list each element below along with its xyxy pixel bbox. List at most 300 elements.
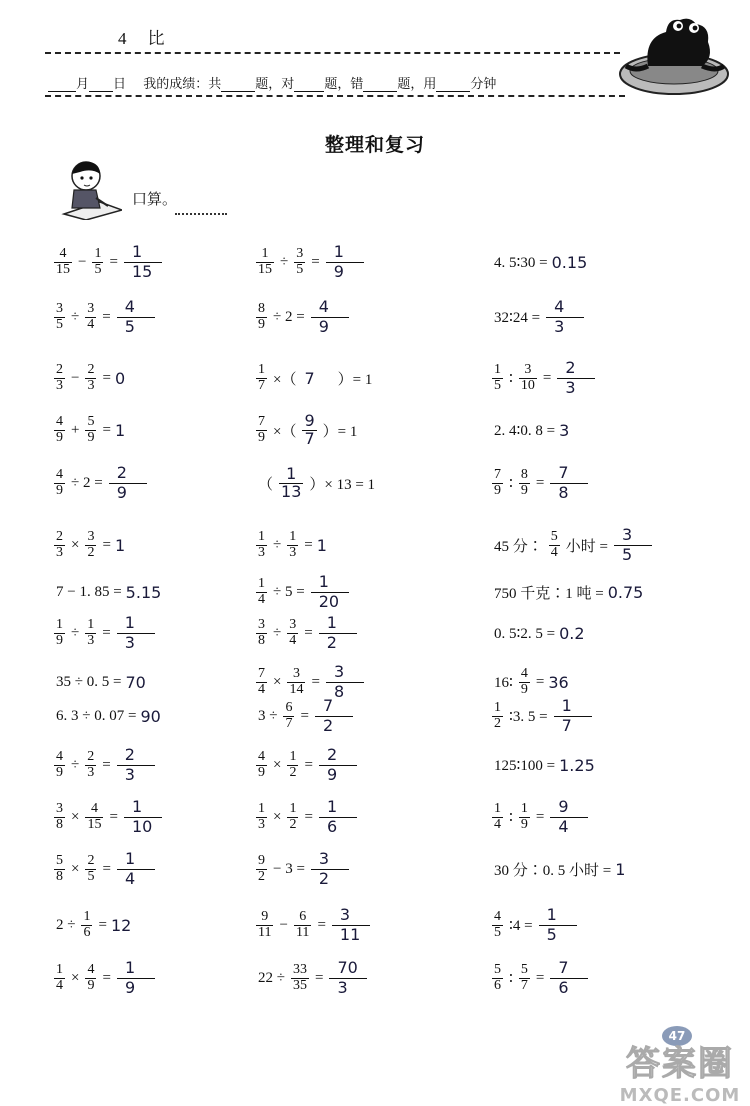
- operator: =: [314, 969, 324, 986]
- answer-numerator: 7: [322, 696, 334, 716]
- fraction: [492, 802, 503, 832]
- fraction: [519, 468, 530, 498]
- operator: ∶3. 5 =: [509, 708, 548, 725]
- numerator: 3: [87, 300, 95, 316]
- denominator: 3: [258, 816, 265, 832]
- answer: 0.75: [607, 582, 644, 602]
- problem-row: [52, 613, 155, 653]
- problem-row: [254, 745, 357, 785]
- answer-denominator: 9: [333, 261, 344, 281]
- problem-row: [254, 525, 327, 565]
- numerator: 1: [258, 361, 265, 377]
- fraction: [256, 415, 267, 445]
- numerator: 33: [292, 961, 307, 977]
- fraction: [81, 910, 92, 940]
- fraction: [54, 618, 65, 648]
- operator: =: [102, 860, 111, 877]
- operator: ）= 1: [322, 423, 358, 440]
- denominator: 6: [494, 977, 501, 993]
- answer-fraction: [279, 463, 303, 501]
- answer-numerator: 2: [124, 745, 135, 765]
- watermark-cn: 答案圈: [626, 1044, 734, 1084]
- answer-denominator: 9: [326, 764, 338, 784]
- month-blank[interactable]: [48, 79, 76, 92]
- operator: ）= 1: [322, 371, 373, 388]
- answer-denominator: 9: [124, 977, 136, 997]
- operator: − 3 =: [273, 860, 305, 877]
- answer-numerator: 3: [333, 662, 345, 682]
- answer-fraction: [550, 798, 588, 836]
- operator: ×: [71, 808, 80, 825]
- denominator: 35: [292, 977, 307, 993]
- operator: −: [78, 253, 87, 270]
- denominator: 7: [304, 428, 315, 448]
- operator: =: [304, 536, 313, 553]
- answer: 1.25: [559, 755, 595, 775]
- watermark-logo: [612, 1036, 748, 1106]
- answer-denominator: 6: [558, 977, 569, 997]
- fraction: [54, 415, 65, 445]
- operator: ∶: [509, 370, 513, 387]
- numerator: 5: [550, 528, 558, 544]
- answer-numerator: 1: [124, 613, 135, 633]
- denominator: 3: [87, 764, 95, 780]
- answer-denominator: 8: [558, 482, 569, 502]
- answer-fraction: [302, 410, 316, 448]
- denominator: 9: [56, 482, 63, 498]
- fraction: [85, 363, 96, 393]
- operator: 0. 5∶2. 5 =: [494, 625, 556, 642]
- numerator: 4: [56, 466, 63, 482]
- denominator: 5: [94, 261, 102, 277]
- numerator: 3: [56, 800, 63, 816]
- answer-fraction: [557, 359, 595, 397]
- answer-fraction: [117, 298, 155, 336]
- operator: =: [102, 624, 111, 641]
- denominator: 15: [258, 261, 272, 277]
- problem-row: [490, 297, 584, 337]
- answer-fraction: [311, 850, 349, 888]
- answer-denominator: 9: [318, 316, 329, 336]
- answer-fraction: [554, 697, 592, 735]
- answer-denominator: 5: [546, 924, 557, 944]
- operator: =: [109, 808, 118, 825]
- fraction: [54, 802, 65, 832]
- answer: 5.15: [125, 582, 162, 602]
- operator: =: [102, 969, 111, 986]
- answer-denominator: 20: [318, 591, 340, 611]
- time-blank[interactable]: [436, 79, 470, 92]
- answer-denominator: 2: [318, 868, 330, 888]
- numerator: 9: [258, 852, 265, 868]
- fraction: [54, 530, 65, 560]
- denominator: 8: [56, 868, 63, 884]
- denominator: 7: [258, 377, 265, 393]
- problem-row: [254, 958, 367, 998]
- denominator: 5: [296, 261, 304, 277]
- denominator: 2: [289, 816, 297, 832]
- numerator: 1: [289, 528, 297, 544]
- numerator: 3: [258, 616, 265, 632]
- denominator: 9: [258, 429, 265, 445]
- denominator: 4: [494, 816, 501, 832]
- operator: 125∶100 =: [494, 757, 556, 774]
- fraction: [256, 363, 267, 393]
- fraction: [256, 854, 267, 884]
- numerator: 7: [494, 466, 501, 482]
- answer: 1: [316, 535, 327, 555]
- answer: 7: [304, 368, 315, 388]
- numerator: 4: [90, 800, 98, 816]
- answer-fraction: [319, 614, 357, 652]
- problem-row: [52, 242, 162, 282]
- wrong-blank[interactable]: [363, 79, 397, 92]
- operator: 30 分∶0. 5 小时 =: [494, 862, 612, 879]
- problem-row: [254, 463, 379, 503]
- problem-row: [254, 297, 349, 337]
- answer: 12: [110, 915, 132, 935]
- numerator: 1: [258, 575, 265, 591]
- denominator: 3: [258, 544, 265, 560]
- fraction: [54, 854, 65, 884]
- fraction: [287, 750, 298, 780]
- numerator: 3: [56, 300, 63, 316]
- answer-numerator: 9: [558, 797, 569, 817]
- student-writing-illustration: [60, 158, 122, 220]
- operator: ÷: [273, 536, 282, 553]
- numerator: 1: [258, 800, 265, 816]
- operator: =: [304, 808, 313, 825]
- numerator: 5: [87, 413, 95, 429]
- fraction: [256, 667, 267, 697]
- operator: ∶: [509, 970, 513, 987]
- numerator: 5: [56, 852, 63, 868]
- operator: 750 千克∶1 吨 =: [494, 585, 604, 602]
- answer-numerator: 1: [326, 797, 338, 817]
- answer-denominator: 7: [561, 715, 572, 735]
- problem-row: [254, 696, 353, 736]
- answer-numerator: 4: [554, 297, 565, 317]
- fraction: [294, 247, 305, 277]
- header-divider-top: [45, 52, 620, 54]
- operator: −: [279, 916, 288, 933]
- operator: 2. 4∶0. 8 =: [494, 422, 556, 439]
- answer-fraction: [550, 464, 588, 502]
- fraction: [85, 302, 96, 332]
- time-label: 题，用: [397, 76, 437, 91]
- numerator: 1: [494, 361, 501, 377]
- answer-denominator: 3: [565, 377, 576, 397]
- numerator: 5: [494, 961, 501, 977]
- answer-numerator: 1: [333, 242, 344, 262]
- operator: =: [535, 673, 545, 690]
- fraction: [92, 247, 103, 277]
- section-dotted-line: [175, 213, 227, 215]
- answer-fraction: [332, 906, 370, 944]
- operator: ∶: [509, 809, 513, 826]
- answer-numerator: 3: [621, 525, 633, 545]
- denominator: 4: [258, 681, 265, 697]
- fraction: [492, 963, 503, 993]
- operator: 45 分∶: [494, 538, 543, 555]
- operator: 35 ÷ 0. 5 =: [56, 673, 122, 690]
- fraction: [519, 802, 530, 832]
- operator: =: [102, 421, 111, 438]
- operator: ÷: [71, 308, 80, 325]
- fraction: [54, 468, 65, 498]
- answer-fraction: [109, 464, 147, 502]
- denominator: 4: [87, 316, 95, 332]
- numerator: 1: [494, 800, 501, 816]
- problem-row: [52, 463, 147, 503]
- answer-numerator: 1: [131, 242, 143, 262]
- day-blank[interactable]: [89, 79, 113, 92]
- problem-row: [254, 358, 376, 398]
- fraction: [492, 701, 503, 731]
- operator: =: [102, 756, 111, 773]
- fraction: [256, 530, 267, 560]
- problem-row: [490, 613, 585, 653]
- operator: ×（: [273, 423, 297, 440]
- numerator: 1: [289, 800, 297, 816]
- numerator: 1: [56, 616, 63, 632]
- denominator: 4: [258, 591, 265, 607]
- denominator: 2: [494, 715, 501, 731]
- problem-row: [52, 745, 155, 785]
- fraction: [85, 530, 96, 560]
- answer: 0.15: [551, 252, 588, 272]
- denominator: 3: [56, 544, 63, 560]
- numerator: 4: [520, 665, 528, 681]
- denominator: 2: [289, 764, 297, 780]
- fraction: [492, 363, 503, 393]
- problem-row: [254, 613, 357, 653]
- operator: 2 ÷: [56, 916, 76, 933]
- denominator: 3: [87, 632, 95, 648]
- problem-row: [254, 572, 349, 612]
- fraction: [256, 577, 267, 607]
- denominator: 5: [56, 316, 63, 332]
- answer-numerator: 1: [546, 905, 557, 925]
- problem-row: [52, 849, 155, 889]
- fraction: [85, 854, 96, 884]
- problem-row: [52, 297, 155, 337]
- fraction: [291, 963, 309, 993]
- denominator: 9: [87, 977, 95, 993]
- operator: ÷: [273, 624, 282, 641]
- operator: ÷: [71, 756, 80, 773]
- denominator: 6: [83, 924, 91, 940]
- numerator: 1: [520, 800, 528, 816]
- denominator: 9: [56, 429, 63, 445]
- answer-numerator: 70: [337, 958, 358, 978]
- answer: 90: [140, 706, 161, 726]
- numerator: 1: [286, 463, 297, 483]
- answer-denominator: 10: [131, 816, 153, 836]
- fraction: [54, 750, 65, 780]
- answer-denominator: 15: [131, 261, 153, 281]
- answer-denominator: 9: [116, 482, 127, 502]
- fraction: [549, 530, 560, 560]
- numerator: 1: [261, 245, 269, 261]
- operator: =: [300, 707, 309, 724]
- denominator: 5: [87, 868, 95, 884]
- operator: =: [98, 916, 107, 933]
- fraction: [287, 618, 298, 648]
- numerator: 2: [87, 361, 95, 377]
- operator: 22 ÷: [258, 969, 285, 986]
- operator: ×: [71, 860, 80, 877]
- numerator: 4: [59, 245, 67, 261]
- answer-numerator: 1: [318, 572, 329, 592]
- fraction: [256, 247, 274, 277]
- numerator: 3: [289, 616, 297, 632]
- numerator: 3: [296, 245, 304, 261]
- numerator: 1: [56, 961, 63, 977]
- answer-fraction: [539, 906, 577, 944]
- denominator: 4: [289, 632, 297, 648]
- problem-row: [490, 696, 592, 736]
- answer-numerator: 7: [558, 958, 569, 978]
- score-line: [48, 73, 496, 92]
- operator: 小时 =: [565, 538, 608, 555]
- answer-fraction: [311, 573, 349, 611]
- numerator: 6: [285, 699, 293, 715]
- answer-denominator: 5: [124, 316, 135, 336]
- answer-fraction: [117, 850, 155, 888]
- answer-numerator: 3: [339, 905, 351, 925]
- problem-row: [490, 358, 595, 398]
- problem-row: [52, 797, 162, 837]
- chapter-title: 4 比: [118, 29, 167, 48]
- denominator: 3: [87, 377, 95, 393]
- header-divider-bottom: [45, 95, 625, 97]
- answer-denominator: 2: [326, 632, 337, 652]
- correct-label: 题，对: [255, 76, 295, 91]
- answer-denominator: 8: [333, 681, 345, 701]
- operator: =: [304, 756, 313, 773]
- operator: ×: [71, 969, 80, 986]
- answer-fraction: [117, 746, 155, 784]
- operator: ）× 13 = 1: [309, 476, 376, 493]
- operator: 32∶24 =: [494, 309, 541, 326]
- answer-denominator: 3: [337, 977, 348, 997]
- operator: =: [109, 253, 118, 270]
- fraction: [85, 415, 96, 445]
- frog-illustration: [618, 8, 730, 98]
- operator: ÷ 2 =: [273, 308, 305, 325]
- answer-numerator: 4: [318, 297, 329, 317]
- numerator: 4: [494, 908, 501, 924]
- answer: 0.2: [559, 623, 585, 643]
- operator: =: [102, 536, 111, 553]
- answer-numerator: 1: [124, 849, 136, 869]
- problem-row: [490, 410, 569, 450]
- answer-numerator: 1: [124, 958, 136, 978]
- fraction: [519, 363, 537, 393]
- answer: 70: [125, 672, 146, 692]
- numerator: 5: [520, 961, 528, 977]
- problem-row: [52, 696, 161, 736]
- numerator: 1: [258, 528, 265, 544]
- numerator: 2: [87, 748, 95, 764]
- operator: =: [535, 969, 545, 986]
- denominator: 2: [87, 544, 95, 560]
- fraction: [256, 910, 273, 940]
- operator: 4. 5∶30 =: [494, 254, 548, 271]
- fraction: [256, 618, 267, 648]
- answer-fraction: [315, 697, 353, 735]
- fraction: [54, 963, 65, 993]
- fraction: [85, 802, 103, 832]
- operator: 16∶: [494, 674, 513, 691]
- total-blank[interactable]: [221, 79, 255, 92]
- numerator: 8: [258, 300, 265, 316]
- answer-fraction: [319, 798, 357, 836]
- denominator: 8: [258, 632, 265, 648]
- operator: ×: [273, 756, 282, 773]
- problem-row: [490, 525, 652, 565]
- operator: ÷ 2 =: [71, 474, 103, 491]
- denominator: 15: [87, 816, 102, 832]
- operator: 7 − 1. 85 =: [56, 583, 122, 600]
- problem-row: [490, 958, 588, 998]
- numerator: 1: [494, 699, 501, 715]
- operator: ×（: [273, 371, 297, 388]
- problem-row: [52, 525, 125, 565]
- page-title: 整理和复习: [324, 134, 425, 156]
- wrong-label: 题，错: [324, 76, 364, 91]
- answer-fraction: [117, 614, 155, 652]
- operator: +: [71, 421, 80, 438]
- answer-numerator: 4: [124, 297, 135, 317]
- problem-row: [490, 242, 587, 282]
- operator: ∶: [509, 475, 513, 492]
- answer-denominator: 3: [124, 632, 135, 652]
- operator: =: [535, 474, 545, 491]
- answer-denominator: 11: [339, 924, 361, 944]
- denominator: 8: [56, 816, 63, 832]
- answer-fraction: [117, 959, 155, 997]
- operator: −: [71, 369, 80, 386]
- denominator: 4: [56, 977, 63, 993]
- correct-blank[interactable]: [294, 79, 324, 92]
- numerator: 1: [94, 245, 102, 261]
- operator: 3 ÷: [258, 707, 278, 724]
- denominator: 9: [56, 764, 63, 780]
- answer-denominator: 3: [124, 764, 135, 784]
- denominator: 9: [520, 681, 528, 697]
- answer-denominator: 4: [124, 868, 136, 888]
- answer-fraction: [329, 959, 367, 997]
- denominator: 9: [520, 482, 528, 498]
- denominator: 10: [520, 377, 535, 393]
- answer: 1: [615, 859, 626, 879]
- answer-fraction: [614, 526, 652, 564]
- denominator: 7: [520, 977, 528, 993]
- answer-fraction: [326, 243, 364, 281]
- denominator: 4: [550, 544, 558, 560]
- problem-row: [490, 849, 625, 889]
- denominator: 9: [520, 816, 528, 832]
- answer-numerator: 2: [116, 463, 127, 483]
- operator: =: [311, 253, 320, 270]
- operator: ×: [71, 536, 80, 553]
- answer-numerator: 2: [326, 745, 338, 765]
- operator: （: [258, 476, 274, 493]
- numerator: 4: [56, 748, 63, 764]
- denominator: 5: [494, 924, 501, 940]
